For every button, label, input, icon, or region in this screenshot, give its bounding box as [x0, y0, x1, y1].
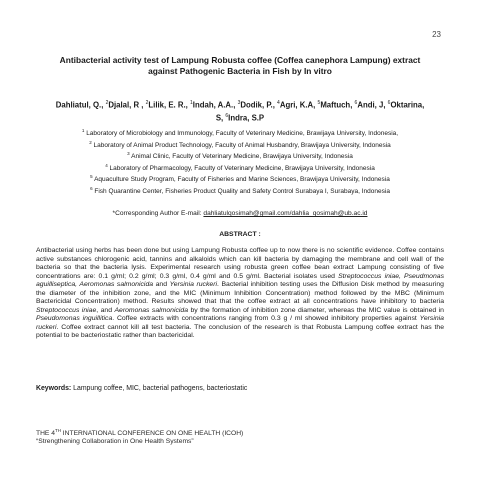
- author-name: Maftuch,: [320, 100, 353, 110]
- corresponding-label: *Corresponding Author E-mail:: [112, 210, 204, 217]
- abstract-species-name: Streptococcus iniae, Pseudmonas aguilliseptica, Aeromonas salmonicida: [36, 272, 444, 289]
- author-name: Oktarina,: [390, 100, 425, 110]
- affiliation-number: 4: [105, 162, 108, 168]
- author-sup: 4: [277, 100, 280, 106]
- affiliation-text: Laboratory of Pharmacology, Faculty of Veterinary Medicine, Brawijaya University, Indonesia: [107, 164, 375, 172]
- abstract-text: . Coffee extracts with concentrations ranging from 0.3 g / ml showed inhibitory properties against: [112, 315, 420, 323]
- affiliation-number: 6: [90, 185, 93, 191]
- keywords: [36, 385, 444, 392]
- author-sup: 6: [387, 100, 391, 106]
- affiliation-text: Aquaculture Study Program, Faculty of Fisheries and Marine Sciences, Brawijaya University, Indonesia: [92, 176, 390, 184]
- abstract-text: Antibacterial using herbs has been done but using Lampung Robusta coffee up to now there is no scientific evidence. Coffee contains active substances chlorogenic acid, tannins and alkaloids which can kill bacteria by damaging the membrane and cell wall of the bacteria so that the bacteria lysis. Experimental research using robusta green coffee bean extract Lampung consisting of five concentrations are: 0.1 g/ml; 0.2 g/ml; 0.3 g/ml, 0.4 g/ml and 0.5 g/ml. Bacterial isolates used: [36, 247, 444, 280]
- abstract-text: and: [153, 281, 170, 289]
- author-sup: 6: [354, 100, 358, 106]
- author-sup: 5: [317, 100, 321, 106]
- abstract-text: . Bacterial inhibition testing uses the Diffusion Disk method by measuring the diameter of the inhibition zone, and the MIC (Minimum Inhibition Concentration) method followed by the MBC (Minimum Bactericidal Concentration) method. Results showed that that the coffee extract at all concentrations have inhibitory to bacteria: [36, 281, 444, 306]
- author-sup: 2: [105, 100, 109, 106]
- affiliation-number: 3: [127, 151, 130, 157]
- affiliation-text: Laboratory of Microbiology and Immunology, Faculty of Veterinary Medicine, Brawijaya University, Indonesia,: [84, 130, 399, 138]
- affiliation-item: [30, 173, 450, 185]
- author-sup: 1: [190, 100, 193, 106]
- affiliation-number: 1: [81, 128, 85, 133]
- page-number: 23: [432, 30, 441, 39]
- keywords-label: Keywords:: [36, 385, 72, 392]
- author-list: [30, 98, 450, 123]
- author-sup: 2: [145, 100, 149, 106]
- abstract-text: by the formation of inhibition zone diameter, whereas the MIC value is obtained in: [188, 306, 444, 314]
- affiliation-item: [30, 139, 450, 151]
- affiliation-item: [30, 150, 450, 162]
- footer-prefix: THE 4: [36, 430, 55, 438]
- author-name: Andi, J,: [357, 100, 386, 110]
- author-name: S,: [215, 113, 224, 123]
- affiliation-list: [30, 127, 450, 196]
- author-sup: 6: [225, 112, 229, 119]
- author-name: Dahliatul, Q.,: [55, 100, 104, 110]
- paper-title: [30, 55, 450, 77]
- footer-suffix: INTERNATIONAL CONFERENCE ON ONE HEALTH (ICOH): [60, 430, 244, 438]
- abstract-species-name: Aeromonas salmonicida: [114, 306, 189, 314]
- abstract-text: , and: [96, 306, 115, 314]
- author-name: Djalal, R ,: [108, 100, 144, 110]
- affiliation-text: Laboratory of Animal Product Technology, Faculty of Animal Husbandry, Brawijaya University, Indonesia: [91, 141, 391, 149]
- title-line-2: against Pathogenic Bacteria in Fish by In vitro: [148, 66, 332, 76]
- author-sup: 3: [237, 100, 241, 106]
- abstract-species-name: Pseudomonas inguillitica: [36, 315, 113, 323]
- affiliation-item: [30, 162, 450, 174]
- footer-conference-name: [36, 427, 336, 438]
- abstract-species-name: Yersinia ruckeri: [169, 281, 218, 289]
- corresponding-email-link[interactable]: dahliatulqosimah@gmail.com/dahlia_qosimah@ub.ac.id: [203, 210, 368, 217]
- corresponding-author: [30, 210, 450, 217]
- author-name: Lilik, E. R.,: [148, 100, 188, 110]
- author-name: Agri, K.A,: [279, 100, 316, 110]
- author-line-2: [30, 111, 450, 124]
- footer-sup: TH: [54, 428, 61, 433]
- affiliation-item: [30, 127, 450, 139]
- title-line-1: Antibacterial activity test of Lampung Robusta coffee (Coffea canephora Lampung) extract: [59, 55, 421, 65]
- abstract-heading: ABSTRACT :: [219, 231, 261, 238]
- conference-footer: [36, 427, 336, 447]
- footer-theme: “Strengthening Collaboration in One Health Systems”: [36, 438, 194, 446]
- affiliation-number: 2: [89, 139, 92, 145]
- author-name: Dodik, P.,: [240, 100, 275, 110]
- keywords-text: Lampung coffee, MIC, bacterial pathogens, bacteriostatic: [71, 385, 248, 392]
- author-name: Indra, S.P: [228, 113, 265, 123]
- author-line-1: [30, 98, 450, 111]
- affiliation-text: Fish Quarantine Center, Fisheries Product Quality and Safety Control Surabaya I, Surabaya, Indonesia: [92, 187, 390, 195]
- abstract-text: . Coffee extract cannot kill all test bacteria. The conclusion of the research is that Robusta Lampung coffee extract has the potential to be bacteriostatic rather than bactericidal.: [36, 323, 444, 340]
- author-name: Indah, A.A.,: [192, 100, 236, 110]
- abstract-species-name: Streptococcus iniae: [36, 306, 97, 314]
- affiliation-text: Animal Clinic, Faculty of Veterinary Medicine, Brawijaya University, Indonesia: [129, 153, 353, 161]
- affiliation-number: 5: [90, 174, 93, 180]
- abstract-body: [36, 247, 444, 341]
- abstract-species-name: Yersinia ruckeri: [36, 315, 444, 331]
- affiliation-item: [30, 185, 450, 197]
